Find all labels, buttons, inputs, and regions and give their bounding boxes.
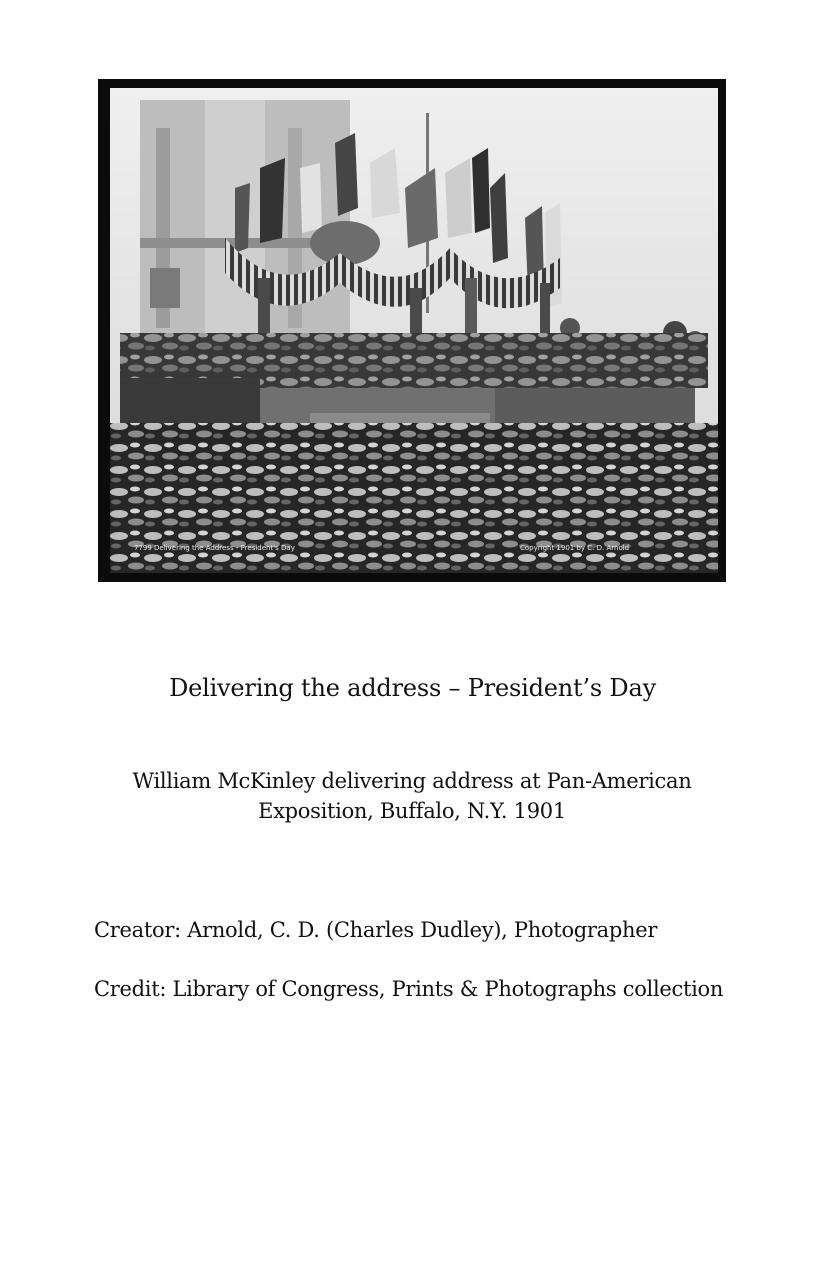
credit-line: Credit: Library of Congress, Prints & Photographs collection xyxy=(94,977,724,1001)
photo-caption: William McKinley delivering address at Pan-American Exposition, Buffalo, N.Y. 1901 xyxy=(132,769,692,823)
photo-inscription-left: 7799 Delivering the Address - President's Day xyxy=(134,544,295,552)
photo-inscription-right: Copyright 1901 by C. D. Arnold xyxy=(520,544,630,552)
historical-photograph xyxy=(110,88,718,573)
creator-line: Creator: Arnold, C. D. (Charles Dudley), Photographer xyxy=(94,918,658,942)
document-title: Delivering the address – President’s Day xyxy=(169,674,656,702)
